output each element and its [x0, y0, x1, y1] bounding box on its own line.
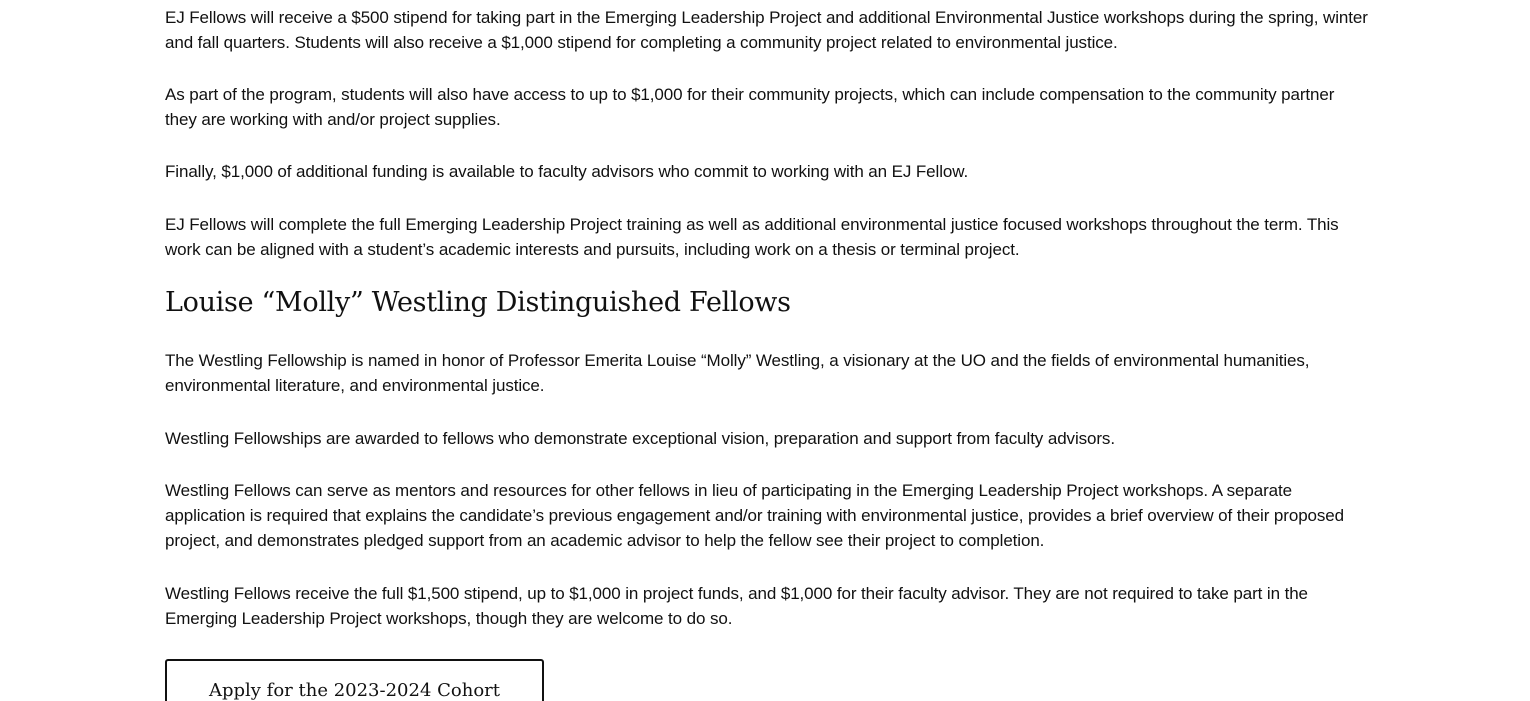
westling-named-paragraph: The Westling Fellowship is named in honor of Professor Emerita Louise “Molly” Westling, a visionary at the UO and the fields of environmental humanities, environmental literature, and environmental justice.: [165, 351, 1310, 395]
training-paragraph: EJ Fellows will complete the full Emerging Leadership Project training as well as additional environmental justice focused workshops throughout the term. This work can be aligned with a student’s academic interests and pursuits, including work on a thesis or terminal project.: [165, 215, 1339, 259]
apply-cohort-button[interactable]: Apply for the 2023-2024 Cohort: [165, 659, 544, 701]
stipend-paragraph: EJ Fellows will receive a $500 stipend for taking part in the Emerging Leadership Project and additional Environmental Justice workshops during the spring, winter and fall quarters. Students will also receive a $1,000 stipend for completing a community project related to environmental justice.: [165, 8, 1368, 52]
westling-awarded-paragraph: Westling Fellowships are awarded to fellows who demonstrate exceptional vision, preparation and support from faculty advisors.: [165, 429, 1115, 448]
faculty-funding-paragraph: Finally, $1,000 of additional funding is available to faculty advisors who commit to working with an EJ Fellow.: [165, 162, 969, 181]
project-funds-paragraph: As part of the program, students will also have access to up to $1,000 for their community projects, which can include compensation to the community partner they are working with and/or project supplies.: [165, 85, 1335, 129]
westling-heading: Louise “Molly” Westling Distinguished Fellows: [165, 287, 791, 318]
westling-mentors-paragraph: Westling Fellows can serve as mentors and resources for other fellows in lieu of participating in the Emerging Leadership Project workshops. A separate application is required that explains the candidate’s previous engagement and/or training with environmental justice, provides a brief overview of their proposed project, and demonstrates pledged support from an academic advisor to help the fellow see their project to completion.: [165, 481, 1345, 550]
westling-stipend-paragraph: Westling Fellows receive the full $1,500 stipend, up to $1,000 in project funds, and $1,000 for their faculty advisor. They are not required to take part in the Emerging Leadership Project workshops, though they are welcome to do so.: [165, 584, 1308, 628]
